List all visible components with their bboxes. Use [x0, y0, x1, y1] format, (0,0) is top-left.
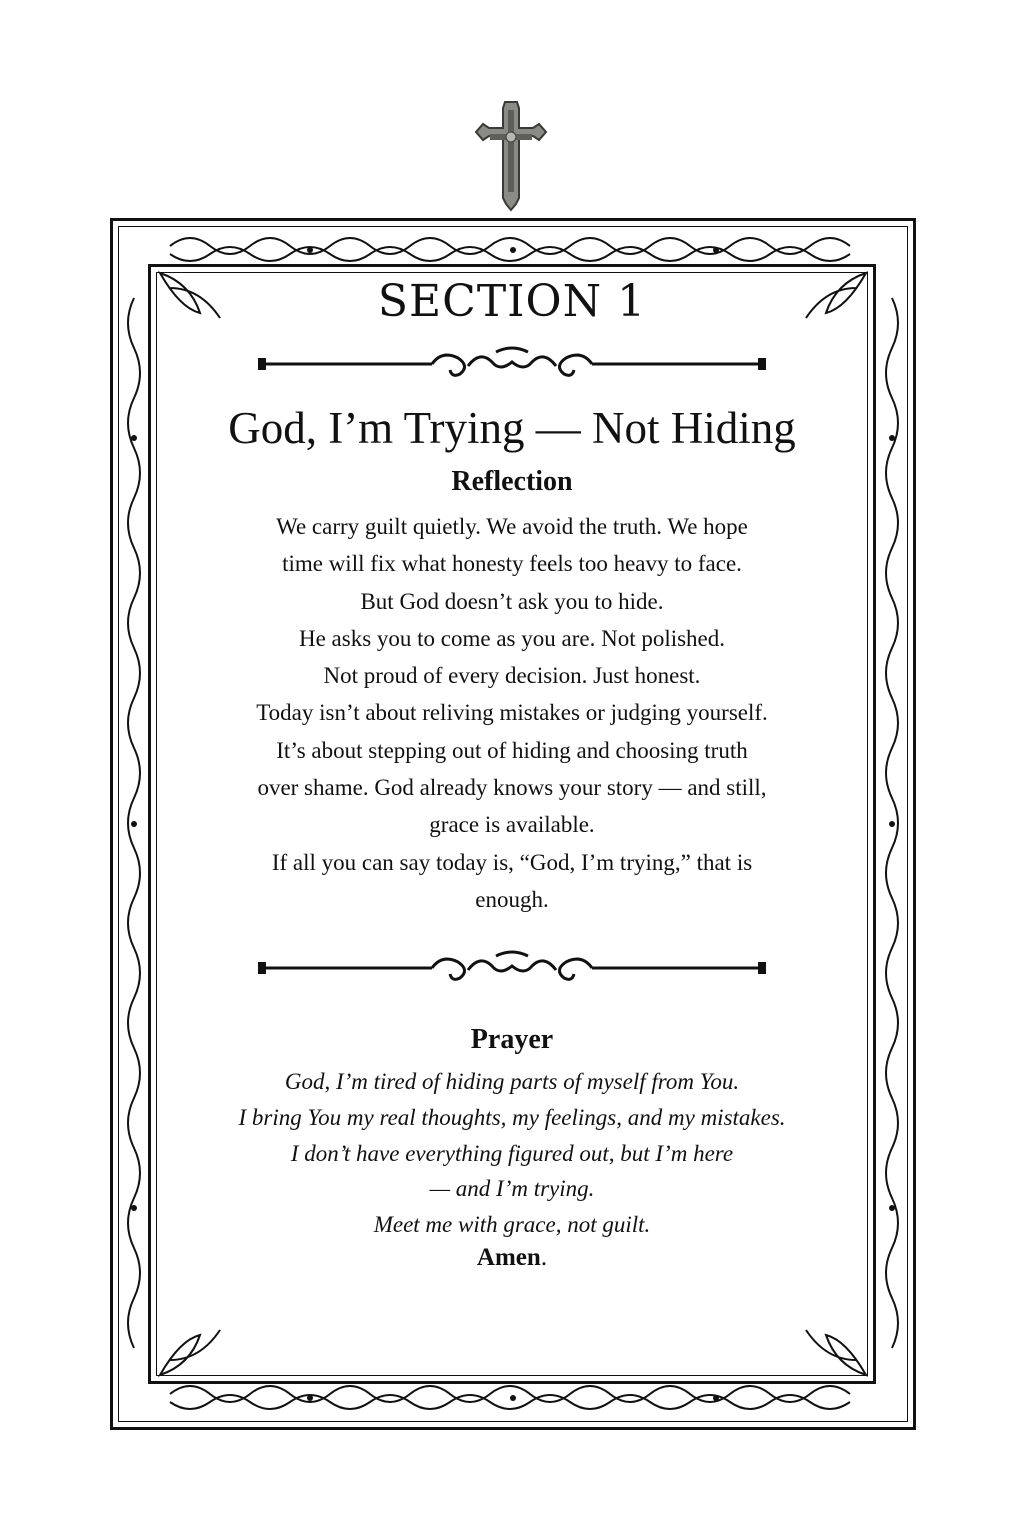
prayer-line: I bring You my real thoughts, my feelings, and my mistakes.: [238, 1104, 786, 1130]
scroll-divider-icon: [256, 344, 768, 384]
prayer-line: God, I’m tired of hiding parts of myself from You.: [284, 1069, 740, 1094]
prayer-heading: Prayer: [470, 1024, 554, 1055]
prayer-line: I don’t have everything figured out, but I’m here: [290, 1140, 734, 1166]
reflection-line: It’s about stepping out of hiding and choosing truth: [276, 737, 748, 763]
prayer-text: [160, 1064, 864, 1243]
reflection-text: [170, 508, 854, 918]
amen-closing: [380, 1244, 644, 1272]
reflection-line: time will fix what honesty feels too heavy to face.: [282, 551, 742, 577]
reflection-line: But God doesn’t ask you to hide.: [360, 588, 664, 614]
reflection-line: We carry guilt quietly. We avoid the truth. We hope: [276, 514, 748, 539]
page-title: God, I’m Trying — Not Hiding: [228, 403, 796, 453]
amen-punct: .: [540, 1244, 548, 1271]
reflection-line: Not proud of every decision. Just honest.: [323, 663, 701, 689]
reflection-line: enough.: [475, 886, 549, 912]
scroll-divider-icon: [256, 948, 768, 988]
section-heading: SECTION 1: [377, 276, 647, 327]
cross-icon: [474, 100, 548, 212]
reflection-line: If all you can say today is, “God, I’m trying,” that is: [271, 849, 753, 875]
reflection-line: He asks you to come as you are. Not polished.: [298, 625, 726, 651]
reflection-line: Today isn’t about reliving mistakes or judging yourself.: [256, 700, 768, 726]
prayer-line: — and I’m trying.: [429, 1176, 595, 1202]
amen-word: Amen: [476, 1244, 541, 1271]
reflection-heading: Reflection: [451, 466, 573, 497]
prayer-line: Meet me with grace, not guilt.: [373, 1212, 651, 1238]
reflection-line: grace is available.: [429, 812, 595, 838]
reflection-line: over shame. God already knows your story — and still,: [257, 775, 767, 801]
